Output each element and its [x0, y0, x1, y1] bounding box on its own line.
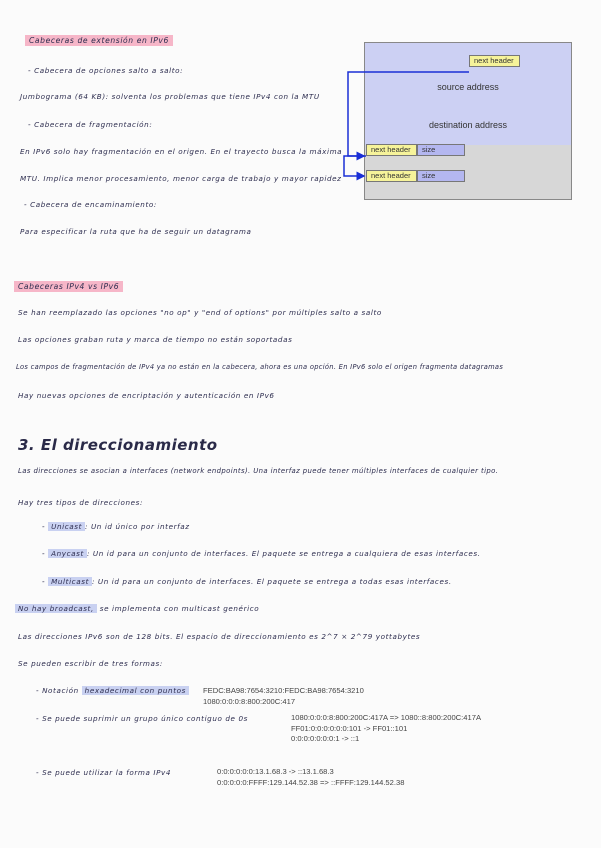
- type-unicast: - Unicast : Un id único por interfaz: [42, 522, 190, 531]
- line-ruta: Para especificar la ruta que ha de seguir un datagrama: [20, 227, 252, 236]
- form3-label: - Se puede utilizar la forma IPv4: [36, 768, 172, 777]
- form2-example-2: FF01:0:0:0:0:0:0:101 -> FF01::101: [291, 723, 408, 733]
- form2-label: - Se puede suprimir un grupo único contiguo de 0s: [36, 714, 248, 723]
- form1-example-2: 1080:0:0:0:8:800:200C:417: [203, 696, 296, 706]
- line-reemplazado: Se han reemplazado las opciones "no op" y "end of options" por múltiples salto a salto: [18, 308, 382, 317]
- line-ipv6-origen: En IPv6 solo hay fragmentación en el origen. En el trayecto busca la máxima: [20, 147, 343, 156]
- line-opciones-salto: - Cabecera de opciones salto a salto:: [28, 66, 184, 75]
- line-encaminamiento: - Cabecera de encaminamiento:: [24, 200, 157, 209]
- line-tres-tipos: Hay tres tipos de direcciones:: [18, 498, 144, 507]
- type-multicast: - Multicast : Un id para un conjunto de interfaces. El paquete se entrega a todas esas interfaces.: [42, 577, 452, 586]
- line-tres-formas: Se pueden escribir de tres formas:: [18, 659, 163, 668]
- next-header-field-2: next header: [366, 170, 417, 182]
- arrow-next-header-2: [344, 156, 366, 176]
- line-direcciones-interfaces: Las direcciones se asocian a interfaces (network endpoints). Una interfaz puede tener múltiples interfaces de cualquier tipo.: [18, 467, 499, 475]
- arrow-next-header-1: [348, 72, 469, 156]
- line-mtu: MTU. Implica menor procesamiento, menor carga de trabajo y mayor rapidez: [20, 174, 342, 183]
- destination-address-label: destination address: [428, 120, 508, 130]
- next-header-field-1: next header: [366, 144, 417, 156]
- form3-examples: [217, 767, 404, 788]
- line-jumbograma: Jumbograma (64 KB): solventa los problemas que tiene IPv4 con la MTU: [20, 92, 320, 101]
- form2-examples: [291, 713, 481, 745]
- next-header-field-top: next header: [469, 55, 520, 67]
- line-broadcast: No hay broadcast, se implementa con multicast genérico: [15, 604, 259, 613]
- section1-title: Cabeceras de extensión en IPv6: [25, 36, 173, 45]
- line-fragmentacion: - Cabecera de fragmentación:: [28, 120, 153, 129]
- section2-title: Cabeceras IPv4 vs IPv6: [14, 282, 123, 291]
- form3-example-2: 0:0:0:0:0:FFFF:129.144.52.38 => ::FFFF:129.144.52.38: [217, 777, 405, 787]
- line-128-bits: Las direcciones IPv6 son de 128 bits. El espacio de direccionamiento es 2^7 × 2^79 yottabytes: [18, 632, 421, 641]
- section3-heading: 3. El direccionamiento: [18, 436, 218, 454]
- type-anycast: - Anycast : Un id para un conjunto de interfaces. El paquete se entrega a cualquiera de esas interfaces.: [42, 549, 481, 558]
- source-address-label: source address: [437, 82, 499, 92]
- line-graban-ruta: Las opciones graban ruta y marca de tiempo no están soportadas: [18, 335, 293, 344]
- form1-example-1: FEDC:BA98:7654:3210:FEDC:BA98:7654:3210: [203, 686, 364, 695]
- form2-example-1: 1080:0:0:0:8:800:200C:417A => 1080::8:800:200C:417A: [291, 713, 482, 722]
- form3-example-1: 0:0:0:0:0:0:13.1.68.3 -> ::13.1.68.3: [217, 767, 334, 776]
- form1-label: - Notación hexadecimal con puntos: [36, 686, 189, 695]
- form1-examples: [203, 686, 364, 707]
- line-encriptacion: Hay nuevas opciones de encriptación y autenticación en IPv6: [18, 391, 275, 400]
- size-field-1: size: [417, 144, 465, 156]
- form2-example-3: 0:0:0:0:0:0:0:1 -> ::1: [291, 734, 360, 743]
- size-field-2: size: [417, 170, 465, 182]
- line-fragmentacion-ipv4: Los campos de fragmentación de IPv4 ya no están en la cabecera, ahora es una opción. En IPv6 solo el origen fragmenta datagramas: [16, 363, 504, 371]
